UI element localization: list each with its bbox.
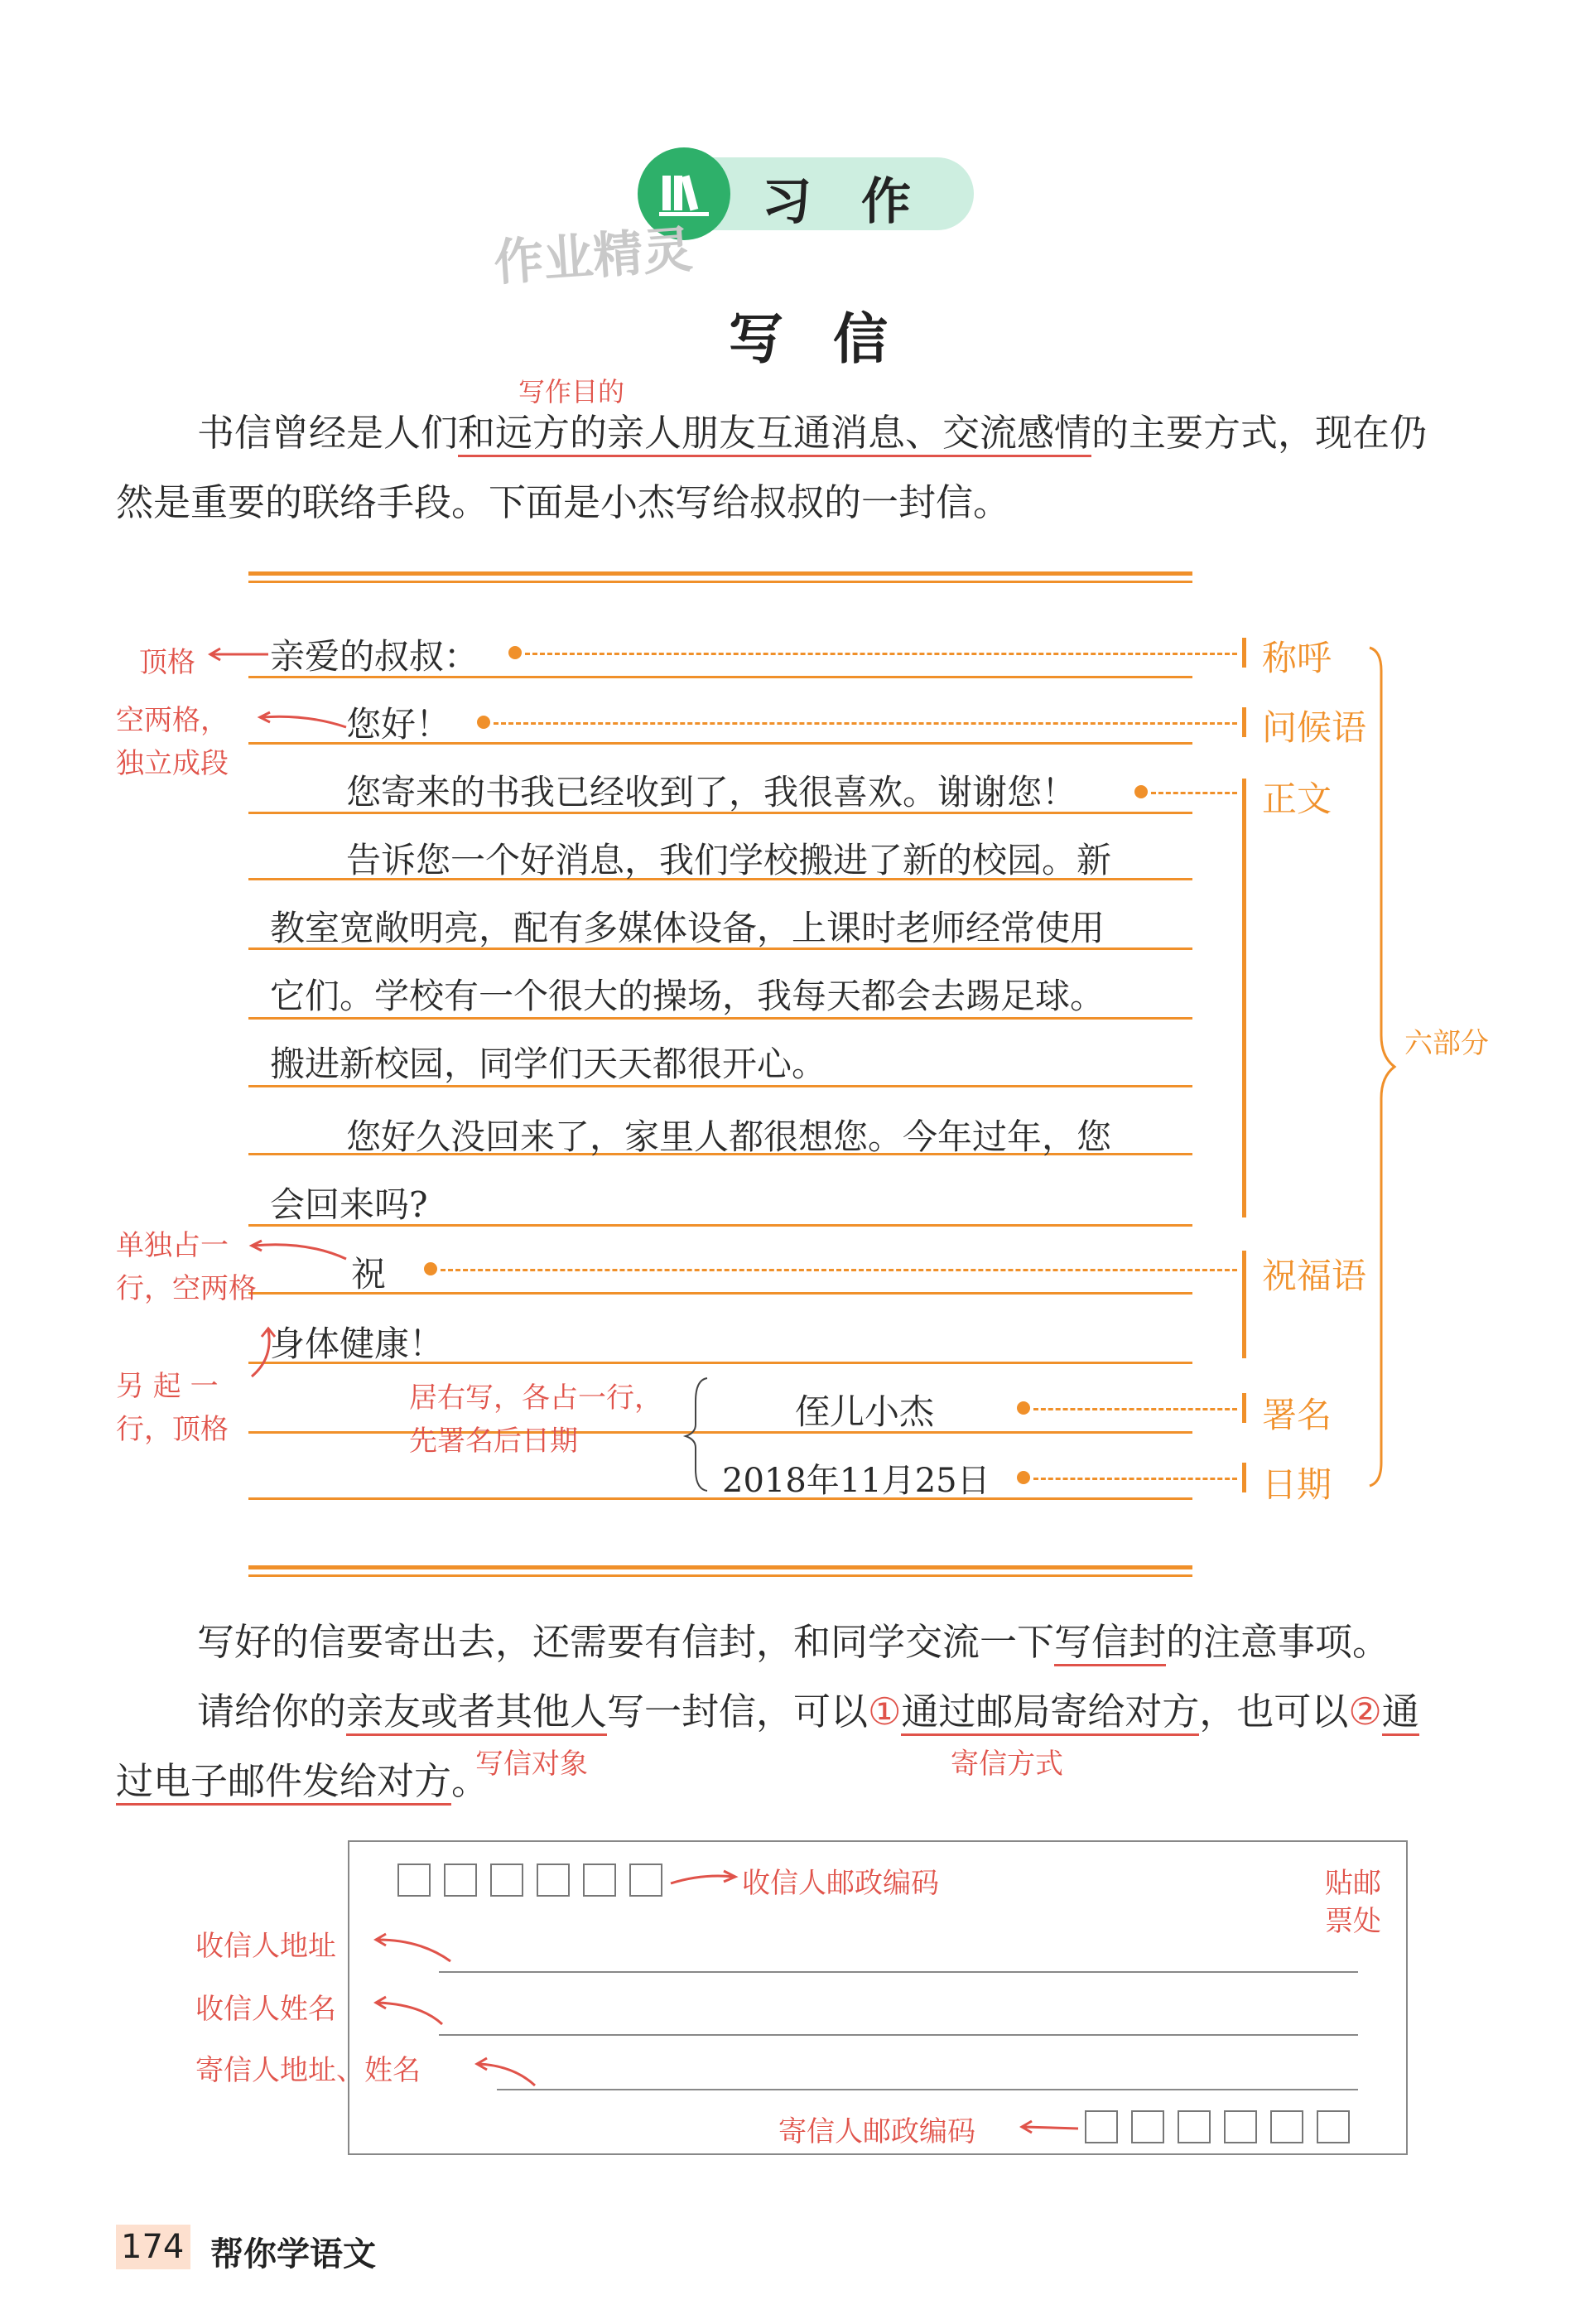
letter-body-2a: 告诉您一个好消息，我们学校搬进了新的校园。新 xyxy=(346,840,1112,880)
note-indent-1: 空两格， xyxy=(116,704,229,737)
address-line xyxy=(439,1971,1358,1973)
label-bar xyxy=(1242,707,1246,737)
arrow-up-icon xyxy=(248,1325,290,1378)
intro-paragraph-line1: 书信曾经是人们和远方的亲人朋友互通消息、交流感情的主要方式，现在仍 xyxy=(197,399,1427,467)
label-greeting: 问候语 xyxy=(1262,707,1367,748)
letter-body-3a: 您好久没回来了，家里人都很想您。今年过年，您 xyxy=(346,1116,1112,1157)
connector-dot xyxy=(477,716,490,729)
label-bar xyxy=(1242,1463,1246,1492)
connector-dot xyxy=(424,1262,437,1275)
connector-date xyxy=(1033,1478,1237,1480)
method1-underline: 通过邮局寄给对方 xyxy=(901,1690,1199,1736)
note-new-line-1: 另 起 一 xyxy=(116,1370,219,1403)
note-wish-1: 单独占一 xyxy=(116,1229,229,1262)
watermark: 作业精灵 xyxy=(492,220,695,293)
outro-paragraph-2-line2: 过电子邮件发给对方。 xyxy=(116,1748,489,1815)
env-stamp-1: 贴邮 xyxy=(1325,1867,1381,1900)
intro-paragraph-line2: 然是重要的联络手段。下面是小杰写给叔叔的一封信。 xyxy=(116,480,1011,524)
letter-date: 2018年11月25日 xyxy=(722,1462,990,1500)
env-recipient-name: 收信人姓名 xyxy=(195,1993,336,2026)
ruled-line xyxy=(248,1497,1192,1500)
arrow-left-icon xyxy=(472,2056,538,2089)
target-underline: 亲友或者其他人 xyxy=(346,1690,607,1736)
sign-brace xyxy=(682,1377,715,1492)
note-indent-2: 独立成段 xyxy=(116,747,229,780)
connector-wish xyxy=(441,1269,1237,1271)
note-method: 寄信方式 xyxy=(951,1748,1063,1781)
letter-salutation: 亲爱的叔叔： xyxy=(270,636,479,677)
book-title: 帮你学语文 xyxy=(210,2235,376,2273)
method2-underline: 过电子邮件发给对方 xyxy=(116,1759,451,1806)
note-new-line-2: 行，顶格 xyxy=(116,1413,229,1446)
letter-body-3b: 会回来吗? xyxy=(270,1184,428,1225)
connector-signature xyxy=(1033,1408,1237,1410)
purpose-underline: 和远方的亲人朋友互通消息、交流感情 xyxy=(458,411,1091,457)
postcode-box xyxy=(444,1864,477,1897)
note-wish-2: 行，空两格 xyxy=(116,1272,257,1305)
connector-dot xyxy=(1134,785,1148,798)
arrow-left-icon xyxy=(207,646,270,663)
postcode-box xyxy=(397,1864,431,1897)
letter-signature: 侄儿小杰 xyxy=(795,1391,935,1432)
label-bar-wish xyxy=(1242,1251,1246,1358)
ruled-line xyxy=(248,1431,1192,1434)
label-signature: 署名 xyxy=(1262,1395,1332,1435)
outro-paragraph-2-line1: 请给你的亲友或者其他人写一封信，可以①通过邮局寄给对方，也可以②通 xyxy=(197,1678,1419,1746)
letter-top-rule xyxy=(248,571,1192,583)
label-salutation: 称呼 xyxy=(1262,638,1332,678)
sender-line xyxy=(497,2089,1358,2090)
letter-body-2d: 搬进新校园，同学们天天都很开心。 xyxy=(270,1044,827,1084)
label-body: 正文 xyxy=(1262,779,1332,819)
postcode-box xyxy=(1224,2110,1257,2143)
env-recipient-postcode: 收信人邮政编码 xyxy=(742,1867,939,1900)
connector-dot xyxy=(508,646,522,659)
ruled-line xyxy=(248,1292,1192,1295)
label-bar xyxy=(1242,1393,1246,1423)
note-purpose: 写作目的 xyxy=(518,376,625,407)
letter-body-2b: 教室宽敞明亮，配有多媒体设备，上课时老师经常使用 xyxy=(270,908,1105,948)
postcode-box xyxy=(1270,2110,1303,2143)
name-line xyxy=(439,2034,1358,2036)
arrow-left-icon xyxy=(371,1994,446,2027)
label-six-parts: 六部分 xyxy=(1404,1027,1489,1060)
envelope-underline: 写信封 xyxy=(1054,1620,1166,1666)
letter-greeting: 您好！ xyxy=(346,704,451,745)
note-target: 写信对象 xyxy=(475,1748,588,1781)
letter-body-2c: 它们。学校有一个很大的操场，我每天都会去踢足球。 xyxy=(270,976,1105,1016)
connector-dot xyxy=(1017,1471,1030,1484)
connector-dot xyxy=(1017,1401,1030,1415)
postcode-box xyxy=(629,1864,662,1897)
postcode-box xyxy=(1085,2110,1118,2143)
letter-bottom-rule xyxy=(248,1565,1192,1577)
connector-salutation xyxy=(525,653,1237,655)
arrow-left-icon xyxy=(1017,2119,1080,2137)
postcode-box xyxy=(537,1864,570,1897)
connector-body xyxy=(1151,792,1237,794)
postcode-box xyxy=(1317,2110,1350,2143)
page-title: 写信 xyxy=(729,307,937,371)
connector-greeting xyxy=(494,722,1237,725)
note-sign-1: 居右写，各占一行， xyxy=(409,1381,662,1415)
six-parts-bracket xyxy=(1366,646,1399,1487)
postcode-box xyxy=(1178,2110,1211,2143)
note-top-align: 顶格 xyxy=(139,646,195,679)
postcode-box xyxy=(1131,2110,1164,2143)
section-title: 习作 xyxy=(762,173,961,231)
arrow-left-icon xyxy=(257,711,348,735)
outro-paragraph-1: 写好的信要寄出去，还需要有信封，和同学交流一下写信封的注意事项。 xyxy=(197,1608,1390,1676)
arrow-right-icon xyxy=(669,1868,739,1890)
postcode-box xyxy=(583,1864,616,1897)
letter-wish-1: 祝 xyxy=(351,1254,387,1295)
letter-body-1: 您寄来的书我已经收到了，我很喜欢。谢谢您！ xyxy=(346,772,1077,812)
label-bar xyxy=(1242,638,1246,668)
label-wish: 祝福语 xyxy=(1262,1256,1367,1296)
env-stamp-2: 票处 xyxy=(1325,1905,1381,1938)
postcode-box xyxy=(490,1864,523,1897)
note-sign-2: 先署名后日期 xyxy=(409,1425,578,1458)
env-recipient-address: 收信人地址 xyxy=(195,1930,336,1963)
env-sender-postcode: 寄信人邮政编码 xyxy=(778,2115,975,2148)
arrow-left-icon xyxy=(248,1239,348,1264)
label-date: 日期 xyxy=(1262,1464,1332,1505)
env-sender: 寄信人地址、姓名 xyxy=(195,2054,421,2087)
page-number: 174 xyxy=(121,2228,185,2266)
arrow-left-icon xyxy=(371,1931,454,1965)
label-bar-body xyxy=(1242,779,1246,1217)
letter-wish-2: 身体健康！ xyxy=(270,1324,445,1364)
